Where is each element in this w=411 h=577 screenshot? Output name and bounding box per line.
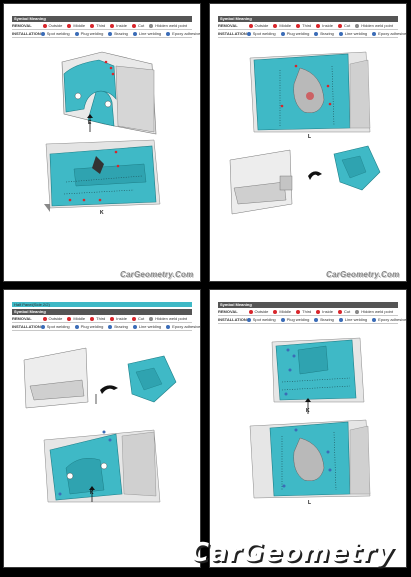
installation-label: INSTALLATION [12, 31, 41, 36]
legend-item: Third [296, 309, 311, 314]
legend-item: Epoxy adhesive [166, 31, 200, 36]
legend-item: Cut [338, 23, 350, 28]
manual-page-3 [4, 290, 200, 567]
diagram-caption: E [88, 120, 92, 126]
legend-item: Outside [249, 309, 269, 314]
legend-item: Cut [338, 309, 350, 314]
diagram-caption: K [100, 210, 104, 216]
legend-item: Cut [132, 316, 144, 321]
installation-label: INSTALLATION [218, 317, 247, 322]
legend-item: Spot welding [247, 317, 276, 322]
inner-panel-diagram-bottom [210, 290, 406, 567]
legend-item: Brazing [314, 317, 334, 322]
legend-item: Hidden weld point [149, 316, 187, 321]
legend-item: Middle [273, 23, 291, 28]
legend-item: Line welding [133, 324, 161, 329]
legend-item: Epoxy adhesive [166, 324, 200, 329]
quarter-panel-diagram-bottom [4, 4, 200, 281]
legend-item: Line welding [339, 317, 367, 322]
watermark-large: CarGeometry [190, 538, 395, 568]
watermark: CarGeometry.Com [326, 270, 400, 279]
legend-title: Symbol Meaning [218, 16, 398, 22]
legend-item: Third [90, 316, 105, 321]
legend-item: Epoxy adhesive [372, 317, 406, 322]
legend-title: Symbol Meaning [12, 16, 192, 22]
removal-label: REMOVAL [218, 309, 238, 314]
diagram-caption: L [308, 500, 312, 506]
legend-item: Plug welding [281, 31, 310, 36]
manual-page-4 [210, 290, 406, 567]
legend-item: Inside [110, 316, 127, 321]
legend-item: Middle [273, 309, 291, 314]
legend-item: Third [296, 23, 311, 28]
legend-item: Plug welding [281, 317, 310, 322]
legend-title: Symbol Meaning [218, 302, 398, 308]
quarter-panel-diagram-bottom [4, 290, 200, 567]
legend-item: Third [90, 23, 105, 28]
legend-title: Symbol Meaning [12, 309, 192, 315]
legend-item: Brazing [108, 31, 128, 36]
legend-item: Inside [316, 23, 333, 28]
manual-page-2 [210, 4, 406, 281]
legend-item: Line welding [339, 31, 367, 36]
legend-item: Spot welding [41, 31, 70, 36]
legend-item: Hidden weld point [149, 23, 187, 28]
legend-item: Hidden weld point [355, 23, 393, 28]
legend-item: Outside [249, 23, 269, 28]
legend-item: Brazing [108, 324, 128, 329]
legend-item: Middle [67, 23, 85, 28]
parts-exploded-diagram [210, 4, 406, 281]
watermark: CarGeometry.Com [120, 270, 194, 279]
legend-item: Brazing [314, 31, 334, 36]
legend-item: Plug welding [75, 31, 104, 36]
manual-page-1 [4, 4, 200, 281]
removal-label: REMOVAL [218, 23, 238, 28]
legend-item: Spot welding [247, 31, 276, 36]
legend-item: Hidden weld point [355, 309, 393, 314]
installation-label: INSTALLATION [12, 324, 41, 329]
diagram-caption: L [308, 134, 312, 140]
section-title: Half Panel(Side 2/2) [14, 302, 50, 307]
diagram-caption: K [306, 408, 310, 414]
legend-item: Epoxy adhesive [372, 31, 406, 36]
legend-item: Line welding [133, 31, 161, 36]
diagram-caption: K [90, 490, 94, 496]
legend-item: Inside [316, 309, 333, 314]
legend-item: Plug welding [75, 324, 104, 329]
removal-label: REMOVAL [12, 316, 32, 321]
installation-label: INSTALLATION [218, 31, 247, 36]
legend-item: Middle [67, 316, 85, 321]
legend-item: Outside [43, 23, 63, 28]
legend-item: Inside [110, 23, 127, 28]
removal-label: REMOVAL [12, 23, 32, 28]
legend-item: Spot welding [41, 324, 70, 329]
legend-item: Outside [43, 316, 63, 321]
legend-item: Cut [132, 23, 144, 28]
